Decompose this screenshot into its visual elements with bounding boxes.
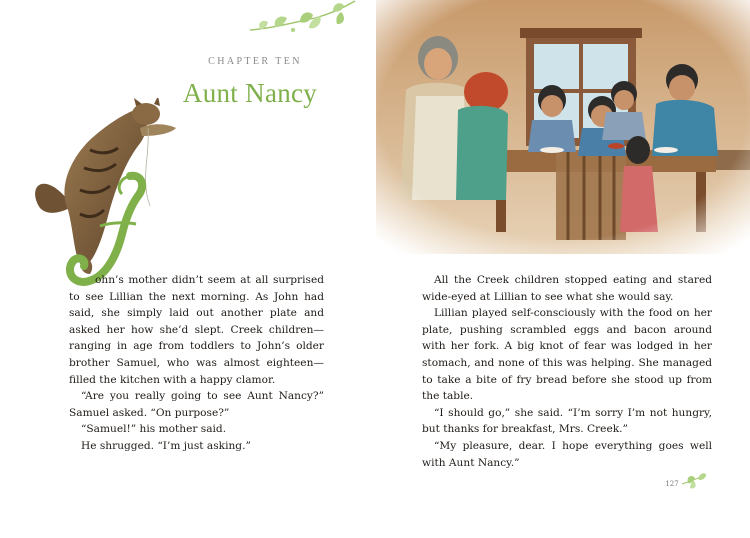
- paragraph: He shrugged. “I’m just asking.”: [81, 439, 251, 452]
- paragraph: “My pleasure, dear. I hope everything goes well with Aunt Nancy.”: [422, 439, 712, 469]
- right-page-text: [422, 272, 712, 471]
- chapter-label: CHAPTER TEN: [208, 56, 302, 67]
- paragraph: “I should go,” she said. “I’m sorry I’m not hungry, but thanks for breakfast, Mrs. Creek.”: [422, 406, 712, 436]
- paragraph: ohn’s mother didn’t seem at all surprised to see Lillian the next morning. As John had said, she simply laid out another plate and asked her how she’d slept. Creek children—ranging in age from toddlers to John’s older brother Samuel, who was almost eighteen—filled the kitchen with a happy clamor.: [69, 274, 324, 386]
- paragraph: “Are you really going to see Aunt Nancy?” Samuel asked. “On purpose?”: [69, 390, 324, 419]
- chapter-title: Aunt Nancy: [182, 78, 318, 108]
- paragraph: Lillian played self-consciously with the food on her plate, pushing scrambled eggs and bacon around with her fork. A big knot of fear was lodged in her stomach, and none of this was helping. She managed to take a bite of fry bread before she stood up from the table.: [422, 307, 712, 403]
- paragraph: All the Creek children stopped eating and stared wide-eyed at Lillian to see what she would say.: [422, 274, 712, 303]
- breakfast-table-illustration-icon: [376, 0, 750, 254]
- paragraph: “Samuel!” his mother said.: [81, 423, 227, 436]
- vine-ornament-icon: [245, 0, 360, 42]
- page-number: 127: [665, 480, 679, 488]
- drop-cap-j: [60, 168, 160, 288]
- left-page-text: [69, 272, 324, 455]
- leaf-ornament-icon: [680, 470, 708, 490]
